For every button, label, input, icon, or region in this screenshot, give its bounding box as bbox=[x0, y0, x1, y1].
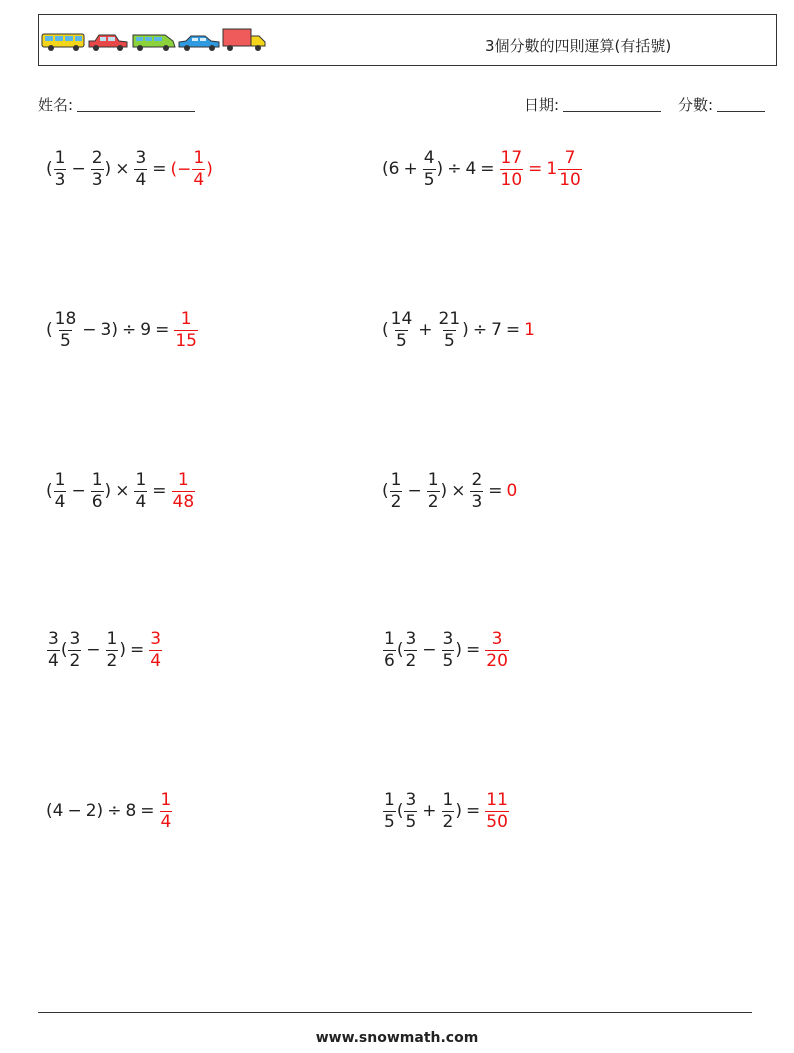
operator: − bbox=[71, 481, 86, 501]
operator: × bbox=[115, 481, 130, 501]
fraction: $\frac{21}{5}$ bbox=[438, 308, 461, 351]
header-box bbox=[38, 14, 777, 66]
operator: − bbox=[67, 801, 82, 821]
equals: = bbox=[505, 320, 521, 340]
paren: ( bbox=[46, 159, 53, 179]
answer-7: $\frac{3}{4}$ bbox=[150, 628, 162, 671]
problem-8: $\frac{1}{6}$ ( $\frac{3}{2}$ − $\frac{3}{5}$ ) = $\frac{3}{20}$ bbox=[384, 628, 508, 671]
problem-5: ( $\frac{1}{4}$ − $\frac{1}{6}$ ) × $\frac{1}{4}$ = $\frac{1}{48}$ bbox=[46, 469, 195, 512]
answer-2: $\frac{17}{10}$ = 1 $\frac{7}{10}$ bbox=[500, 147, 581, 190]
fraction: $\frac{1}{2}$ bbox=[427, 469, 439, 512]
fraction: $\frac{1}{2}$ bbox=[390, 469, 402, 512]
equals: = bbox=[152, 481, 167, 501]
answer-3: $\frac{1}{15}$ bbox=[175, 308, 197, 351]
footer-url: www.snowmath.com bbox=[315, 1030, 479, 1046]
fraction: $\frac{1}{6}$ bbox=[91, 469, 103, 512]
fraction: $\frac{1}{5}$ bbox=[384, 789, 395, 832]
operator: − bbox=[71, 159, 86, 179]
fraction: $\frac{2}{3}$ bbox=[471, 469, 483, 512]
paren: ) bbox=[104, 159, 112, 179]
name-field bbox=[38, 94, 195, 115]
fraction: $\frac{1}{2}$ bbox=[442, 789, 454, 832]
operator: − bbox=[86, 640, 101, 660]
fraction: $\frac{3}{2}$ bbox=[69, 628, 81, 671]
problem-10: $\frac{1}{5}$ ( $\frac{3}{5}$ + $\frac{1}{2}$ ) = $\frac{11}{50}$ bbox=[384, 789, 508, 832]
fraction: $\frac{14}{5}$ bbox=[390, 308, 413, 351]
equals: = bbox=[466, 801, 481, 821]
answer-9: $\frac{1}{4}$ bbox=[160, 789, 172, 832]
name-label: 姓名: bbox=[38, 96, 74, 114]
operator: − bbox=[407, 481, 422, 501]
problem-3: ( $\frac{18}{5}$ − 3 ) ÷ 9 = $\frac{1}{15}$ bbox=[46, 308, 197, 351]
operator: × bbox=[451, 481, 466, 501]
fraction: $\frac{3}{4}$ bbox=[48, 628, 59, 671]
problem-2: ( 6 + $\frac{4}{5}$ ) ÷ 4 = $\frac{17}{10}$ = 1 $\frac{7}{10}$ bbox=[382, 147, 581, 190]
fraction: $\frac{1}{4}$ bbox=[135, 469, 147, 512]
blue-car-icon bbox=[179, 36, 219, 51]
operator: ÷ bbox=[447, 159, 462, 179]
date-field bbox=[524, 94, 661, 115]
operator: + bbox=[403, 159, 418, 179]
fraction: $\frac{4}{5}$ bbox=[423, 147, 435, 190]
score-blank[interactable] bbox=[717, 99, 765, 112]
fraction: $\frac{1}{4}$ bbox=[54, 469, 66, 512]
fraction: $\frac{3}{2}$ bbox=[405, 628, 417, 671]
equals: = bbox=[130, 640, 145, 660]
problem-1 bbox=[46, 141, 213, 197]
equals: = bbox=[152, 159, 167, 179]
fraction: $\frac{1}{2}$ bbox=[106, 628, 118, 671]
answer-10: $\frac{11}{50}$ bbox=[486, 789, 508, 832]
name-blank[interactable] bbox=[77, 99, 195, 112]
fraction: $\frac{3}{5}$ bbox=[405, 789, 417, 832]
equals: = bbox=[140, 801, 155, 821]
worksheet-title: 3個分數的四則運算(有括號) bbox=[485, 37, 672, 55]
problem-4: ( $\frac{14}{5}$ + $\frac{21}{5}$ ) ÷ 7 = 1 bbox=[382, 308, 535, 351]
fraction: $\frac{1}{3}$ bbox=[54, 147, 66, 190]
score-field bbox=[678, 94, 765, 115]
footer-divider bbox=[38, 1012, 752, 1013]
operator: ÷ bbox=[472, 320, 488, 340]
answer-1: (− $\frac{1}{4}$ ) bbox=[170, 147, 213, 190]
date-blank[interactable] bbox=[563, 99, 661, 112]
problem-6: ( $\frac{1}{2}$ − $\frac{1}{2}$ ) × $\frac{2}{3}$ = 0 bbox=[382, 469, 518, 512]
answer-5: $\frac{1}{48}$ bbox=[172, 469, 195, 512]
operator: + bbox=[418, 320, 433, 340]
fraction: $\frac{3}{4}$ bbox=[135, 147, 147, 190]
red-truck-icon bbox=[223, 29, 265, 51]
answer-6: 0 bbox=[506, 481, 518, 501]
bus-icon bbox=[42, 34, 84, 51]
problem-9: ( 4 − 2 ) ÷ 8 = $\frac{1}{4}$ bbox=[46, 789, 172, 832]
date-label: 日期: bbox=[524, 96, 560, 114]
equals: = bbox=[480, 159, 495, 179]
equals: = bbox=[488, 481, 503, 501]
operator: ÷ bbox=[107, 801, 122, 821]
fraction: $\frac{2}{3}$ bbox=[91, 147, 103, 190]
operator: × bbox=[115, 159, 130, 179]
operator: − bbox=[422, 640, 437, 660]
green-van-icon bbox=[133, 35, 175, 51]
fraction: $\frac{1}{6}$ bbox=[384, 628, 395, 671]
operator: ÷ bbox=[122, 320, 137, 340]
score-label: 分數: bbox=[678, 96, 714, 114]
problem-7: $\frac{3}{4}$ ( $\frac{3}{2}$ − $\frac{1}{2}$ ) = $\frac{3}{4}$ bbox=[48, 628, 162, 671]
equals: = bbox=[466, 640, 481, 660]
equals: = bbox=[155, 320, 170, 340]
fraction: $\frac{3}{5}$ bbox=[442, 628, 454, 671]
operator: − bbox=[82, 320, 97, 340]
fraction: $\frac{18}{5}$ bbox=[54, 308, 77, 351]
vehicle-banner bbox=[41, 27, 271, 55]
operator: + bbox=[422, 801, 437, 821]
answer-8: $\frac{3}{20}$ bbox=[486, 628, 508, 671]
answer-4: 1 bbox=[524, 320, 535, 340]
red-car-icon bbox=[89, 35, 127, 51]
